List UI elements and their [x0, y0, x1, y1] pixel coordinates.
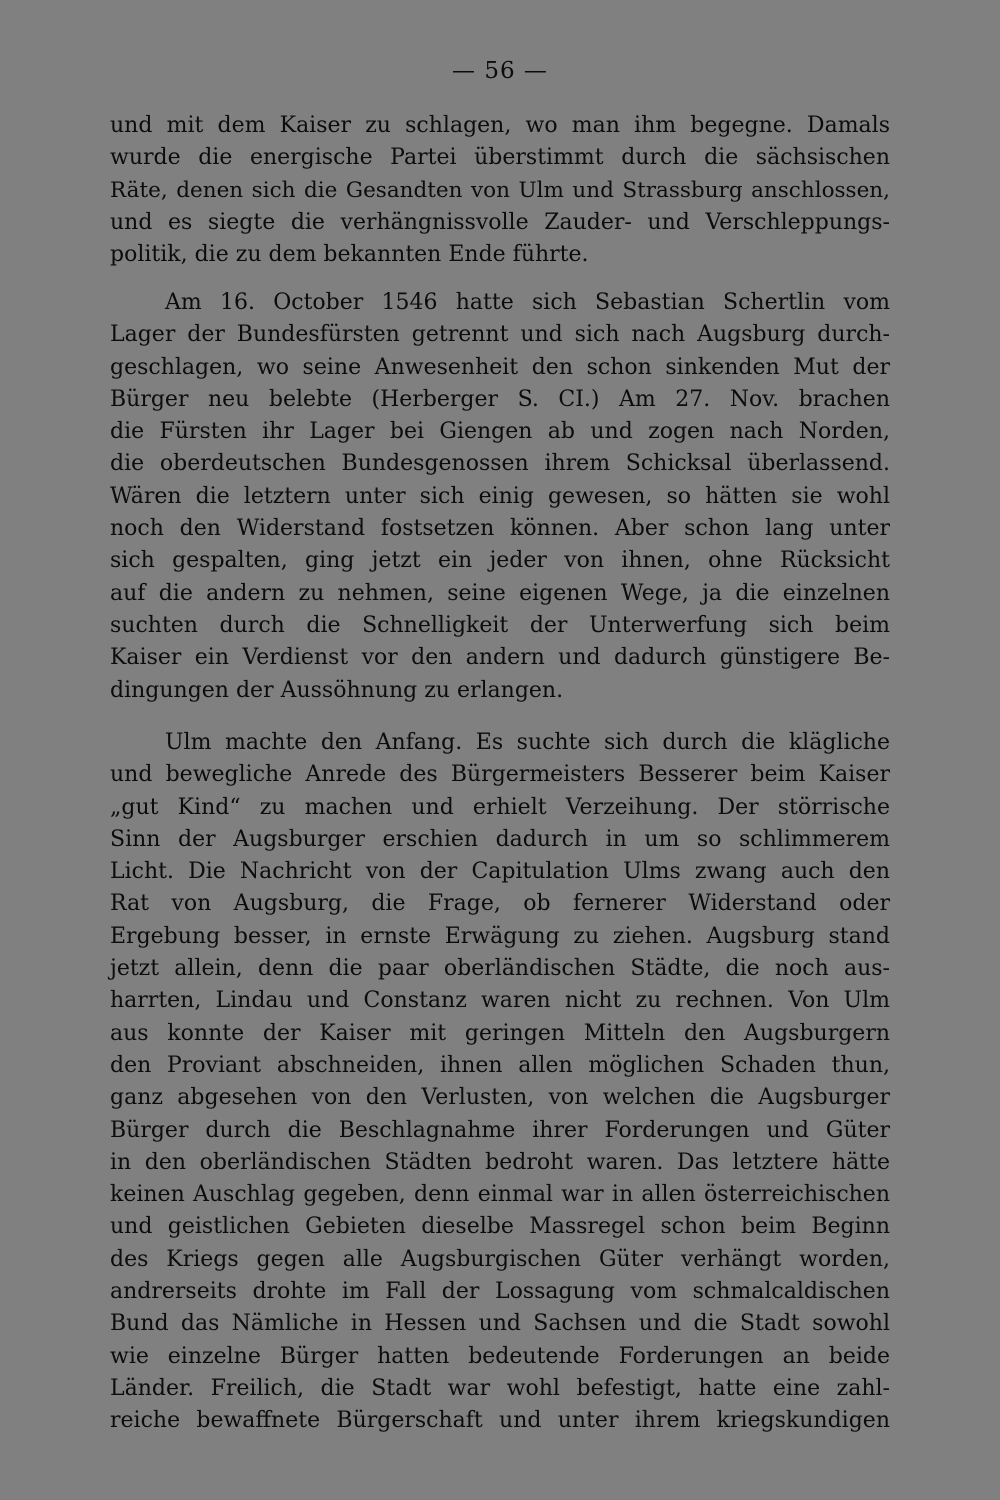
text-line: ganz abgesehen von den Verlusten, von welchen die Augsburger	[110, 1085, 890, 1111]
text-line: die oberdeutschen Bundesgenossen ihrem Schicksal überlassend.	[110, 451, 890, 477]
text-line: aus konnte der Kaiser mit geringen Mitteln den Augsburgern	[110, 1020, 890, 1046]
text-line: Rat von Augsburg, die Frage, ob fernerer Widerstand oder	[110, 891, 890, 917]
text-line: Räte, denen sich die Gesandten von Ulm und Strassburg anschlossen,	[110, 177, 890, 203]
text-line: Kaiser ein Verdienst vor den andern und dadurch günstigere Be-	[110, 645, 890, 671]
text-line: jetzt allein, denn die paar oberländischen Städte, die noch aus-	[110, 956, 890, 982]
text-line: die Fürsten ihr Lager bei Giengen ab und zogen nach Norden,	[110, 419, 890, 445]
text-line: politik, die zu dem bekannten Ende führte.	[110, 242, 589, 268]
text-line: „gut Kind“ zu machen und erhielt Verzeihung. Der störrische	[110, 794, 890, 820]
text-line: Länder. Freilich, die Stadt war wohl befestigt, hatte eine zahl-	[110, 1375, 890, 1401]
text-line: Bürger neu belebte (Herberger S. CI.) Am 27. Nov. brachen	[110, 386, 890, 412]
paragraph-3	[110, 727, 890, 1438]
text-line: reiche bewaffnete Bürgerschaft und unter ihrem kriegskundigen	[110, 1408, 890, 1434]
text-line: sich gespalten, ging jetzt ein jeder von ihnen, ohne Rücksicht	[110, 548, 890, 574]
text-line: noch den Widerstand fostsetzen können. Aber schon lang unter	[110, 516, 890, 542]
text-line: suchten durch die Schnelligkeit der Unterwerfung sich beim	[110, 612, 890, 638]
text-line: dingungen der Aussöhnung zu erlangen.	[110, 677, 564, 703]
text-line: wurde die energische Partei überstimmt durch die sächsischen	[110, 145, 890, 171]
text-line: und geistlichen Gebieten dieselbe Massregel schon beim Beginn	[110, 1214, 890, 1240]
text-line: Licht. Die Nachricht von der Capitulation Ulms zwang auch den	[110, 859, 890, 885]
text-line: Wären die letztern unter sich einig gewesen, so hätten sie wohl	[110, 483, 890, 509]
text-line: geschlagen, wo seine Anwesenheit den schon sinkenden Mut der	[110, 354, 890, 380]
paragraph-2	[110, 287, 890, 707]
text-line: den Proviant abschneiden, ihnen allen möglichen Schaden thun,	[110, 1052, 890, 1078]
text-line: keinen Auschlag gegeben, denn einmal war in allen österreichischen	[110, 1182, 890, 1208]
text-line: harrten, Lindau und Constanz waren nicht zu rechnen. Von Ulm	[110, 988, 890, 1014]
paragraph-1	[110, 110, 890, 271]
text-line: Ergebung besser, in ernste Erwägung zu ziehen. Augsburg stand	[110, 923, 890, 949]
text-line: wie einzelne Bürger hatten bedeutende Forderungen an beide	[110, 1343, 890, 1369]
text-line: Bürger durch die Beschlagnahme ihrer Forderungen und Güter	[110, 1117, 890, 1143]
text-line: in den oberländischen Städten bedroht waren. Das letztere hätte	[110, 1149, 890, 1175]
text-line: auf die andern zu nehmen, seine eigenen Wege, ja die einzelnen	[110, 580, 890, 606]
text-line: Am 16. October 1546 hatte sich Sebastian Schertlin vom	[165, 290, 890, 315]
text-line: Ulm machte den Anfang. Es suchte sich durch die klägliche	[165, 730, 890, 755]
text-line: des Kriegs gegen alle Augsburgischen Güter verhängt worden,	[110, 1246, 890, 1272]
text-line: und es siegte die verhängnissvolle Zauder- und Verschleppungs-	[110, 209, 890, 235]
text-line: Bund das Nämliche in Hessen und Sachsen und die Stadt sowohl	[110, 1311, 890, 1337]
text-line: und bewegliche Anrede des Bürgermeisters Besserer beim Kaiser	[110, 762, 890, 788]
text-line: und mit dem Kaiser zu schlagen, wo man ihm begegne. Damals	[110, 113, 890, 138]
text-line: andrerseits drohte im Fall der Lossagung vom schmalcaldischen	[110, 1279, 890, 1305]
page-number: — 56 —	[452, 58, 548, 84]
text-line: Lager der Bundesfürsten getrennt und sich nach Augsburg durch-	[110, 322, 890, 348]
text-line: Sinn der Augsburger erschien dadurch in um so schlimmerem	[110, 826, 890, 852]
